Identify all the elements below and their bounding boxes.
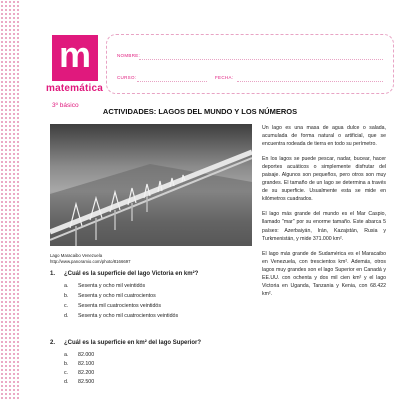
question-1-option-c[interactable]: c. Sesenta mil cuatrocientos veintidós (64, 303, 162, 309)
question-1-option-b[interactable]: b. Sesenta y ocho mil cuatrocientos (64, 293, 156, 299)
date-field[interactable] (237, 81, 383, 82)
question-2-option-c[interactable]: c. 82.200 (64, 370, 95, 376)
course-label: CURSO: (117, 75, 137, 80)
dotted-margin-strip (0, 0, 20, 400)
question-text: ¿Cuál es la superficie del lago Victoria en km²? (64, 271, 199, 277)
question-2 (50, 340, 201, 346)
logo-subject: matemática (46, 83, 104, 94)
question-2-option-a[interactable]: a. 82.000 (64, 352, 95, 358)
matematica-logo (52, 35, 98, 81)
course-field[interactable] (137, 81, 207, 82)
question-1-option-a[interactable]: a. Sesenta y ocho mil veintidós (64, 283, 146, 289)
name-label: NOMBRE: (117, 53, 141, 58)
question-number: 1. (50, 271, 56, 277)
student-info-form (106, 34, 394, 94)
reading-text (262, 124, 386, 305)
caption-source-link[interactable]: http://www.panoramio.com/photo/8166697 (50, 259, 131, 264)
caption-line: Lago Maracaibo Venezuela (50, 253, 103, 258)
paragraph: El lago más grande de Sudamérica es el Maracaibo en Venezuela, con trescientos km². Además, otros lagos muy grandes son el lago Superior en Canadá y EE.UU. con ochenta y dos mil cien km² y el lago Victoria en Uganda, Tanzania y Kenia, con 68.422 km². (262, 250, 386, 297)
paragraph: El lago más grande del mundo es el Mar Caspio, llamado "mar" por su enorme tamaño. Este abarca 5 países: Azerbaiyán, Irán, Kazajstán, Rusia y Turkmenistán, y mide 371.000 km². (262, 211, 386, 242)
logo-grade: 3º básico (52, 102, 79, 109)
logo-letter: m (58, 34, 91, 75)
question-text: ¿Cuál es la superficie en km² del lago Superior? (64, 340, 202, 346)
paragraph: En los lagos se puede pescar, nadar, bucear, hacer deportes acuáticos o simplemente disfrutar del paisaje. Algunos son pequeños, pero otros son muy grandes. El tamaño de un lago se determina a través de su superficie. Usualmente esta se mide en kilómetros cuadrados. (262, 156, 386, 203)
question-2-option-b[interactable]: b. 82.100 (64, 361, 95, 367)
question-number: 2. (50, 340, 56, 346)
date-label: FECHA: (215, 75, 234, 80)
name-field[interactable] (139, 59, 383, 60)
question-1 (50, 271, 198, 277)
page-title: ACTIVIDADES: LAGOS DEL MUNDO Y LOS NÚMEROS (102, 107, 298, 116)
paragraph: Un lago es una masa de agua dulce o salada, acumulada de forma natural o artificial, que se encuentra rodeada de tierra en todo su perímetro. (262, 125, 386, 148)
bridge-photo (50, 124, 252, 246)
question-2-option-d[interactable]: d. 82.500 (64, 379, 95, 385)
photo-caption (50, 253, 131, 265)
question-1-option-d[interactable]: d. Sesenta y ocho mil cuatrocientos veintidós (64, 313, 179, 319)
